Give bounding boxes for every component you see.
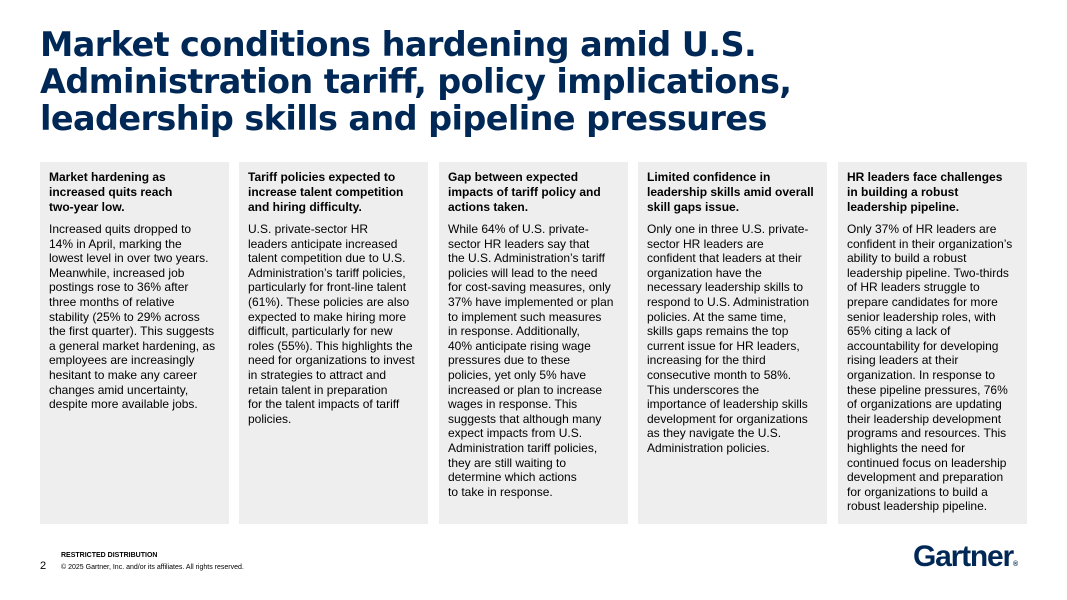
logo-wordmark: Gartner xyxy=(913,540,1013,573)
card-heading: Gap between expected impacts of tariff policy and actions taken. xyxy=(448,170,601,214)
card-leadership-confidence xyxy=(638,162,827,524)
card-heading: Limited confidence in leadership skills amid overall skill gaps issue. xyxy=(647,170,814,214)
card-market-hardening xyxy=(40,162,229,524)
card-heading: Tariff policies expected to increase talent competition and hiring difficulty. xyxy=(248,170,404,214)
card-body: Only one in three U.S. private- sector HR leaders are confident that leaders at their organization have the necessary leadership skills to respond to U.S. Administration policies. At the same time, skills gaps remains the top current issue for HR leaders, increasing for the third consecutive month to 58%. This underscores the importance of leadership skills development for organizations as they navigate the U.S. Administration policies. xyxy=(647,222,810,455)
card-heading: Market hardening as increased quits reach two-year low. xyxy=(49,170,173,214)
card-leadership-pipeline xyxy=(838,162,1027,524)
restricted-distribution-label: RESTRICTED DISTRIBUTION xyxy=(61,552,158,559)
page-number: 2 xyxy=(40,560,47,572)
card-tariff-action-gap xyxy=(439,162,628,524)
card-body: Increased quits dropped to 14% in April, marking the lowest level in over two years. Meanwhile, increased job postings rose to 36% after three months of relative stability (25% to 29% across the first quarter). This suggests a general market hardening, as employees are increasingly hesitant to make any career changes amid uncertainty, despite more available jobs. xyxy=(49,222,216,412)
gartner-logo xyxy=(913,540,1018,574)
card-body: U.S. private-sector HR leaders anticipate increased talent competition due to U.S. Administration’s tariff policies, particularly for front-line talent (61%). These policies are also expected to make hiring more difficult, particularly for new roles (55%). This highlights the need for organizations to invest in strategies to attract and retain talent in preparation for the talent impacts of tariff policies. xyxy=(248,222,415,426)
page-title: Market conditions hardening amid U.S. Administration tariff, policy implications, leadership skills and pipeline pressures xyxy=(40,25,792,138)
card-body: While 64% of U.S. private- sector HR leaders say that the U.S. Administration’s tariff policies will lead to the need for cost-saving measures, only 37% have implemented or plan to implement such measures in response. Additionally, 40% anticipate rising wage pressures due to these policies, yet only 5% have increased or plan to increase wages in response. This suggests that although many expect impacts from U.S. Administration tariff policies, they are still waiting to determine which actions to take in response. xyxy=(448,222,614,499)
registered-mark: ® xyxy=(1012,561,1019,568)
copyright-notice: © 2025 Gartner, Inc. and/or its affiliates. All rights reserved. xyxy=(61,564,244,571)
card-tariff-talent-competition xyxy=(239,162,428,524)
card-body: Only 37% of HR leaders are confident in their organization’s ability to build a robust leadership pipeline. Two-thirds of HR leaders struggle to prepare candidates for more senior leadership roles, with 65% citing a lack of accountability for developing rising leaders at their organization. In response to these pipeline pressures, 76% of organizations are updating their leadership development programs and resources. This highlights the need for continued focus on leadership development and preparation for organizations to build a robust leadership pipeline. xyxy=(847,222,1013,514)
card-heading: HR leaders face challenges in building a robust leadership pipeline. xyxy=(847,170,1003,214)
